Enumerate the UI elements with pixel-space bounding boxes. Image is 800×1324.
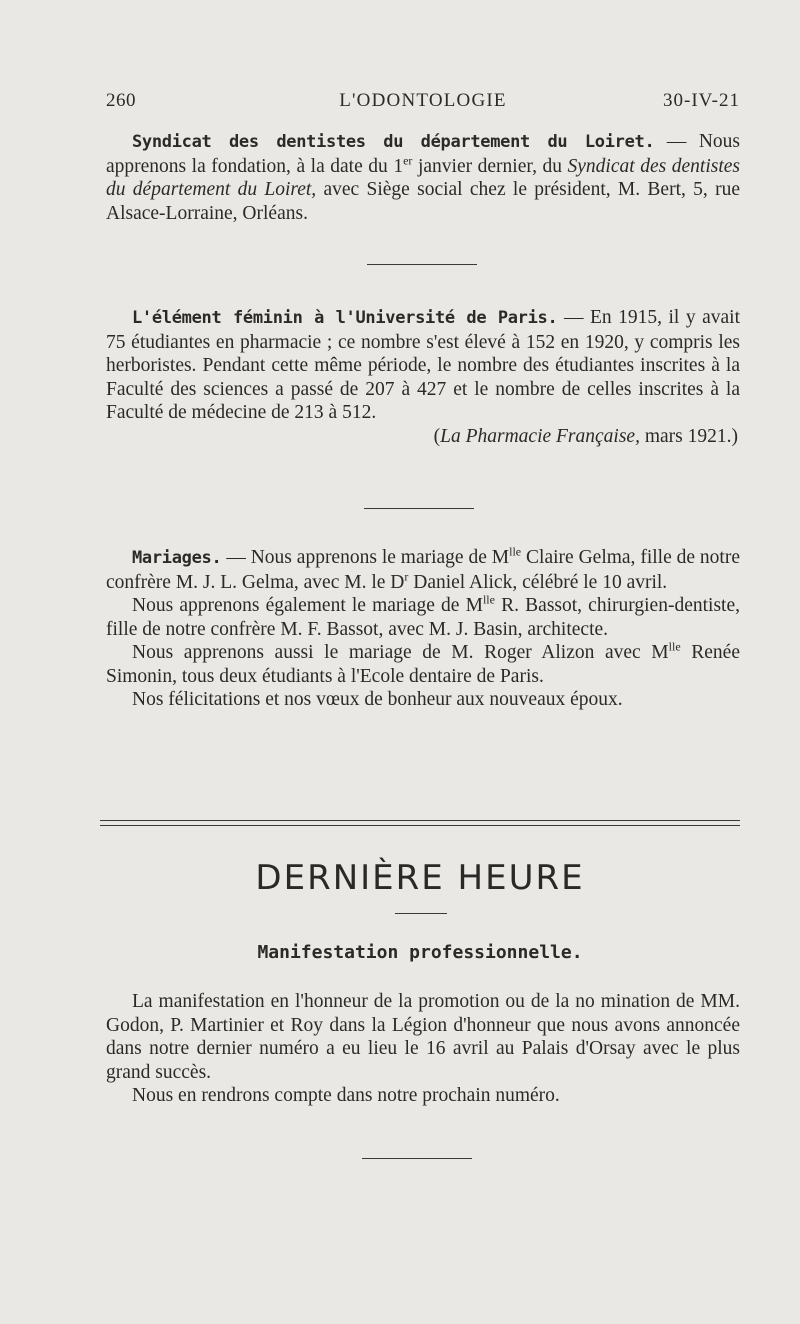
article-paragraph: La manifestation en l'honneur de la promotion ou de la no mination de MM. Godon, P. Martinier et Roy dans la Légion d'honneur que nous avons annoncée dans notre dernier numéro a eu lieu le 16 avril au Palais d'Orsay avec le plus grand succès. [106, 991, 740, 1083]
issue-date: 30-IV-21 [663, 90, 740, 111]
page-number: 260 [106, 90, 136, 111]
article-paragraph: Nos félicitations et nos vœux de bonheur aux nouveaux époux. [132, 689, 623, 710]
section-subtitle: Manifestation professionnelle. [257, 942, 583, 963]
section-title: DERNIÈRE HEURE [255, 858, 585, 898]
journal-title: L'ODONTOLOGIE [339, 90, 507, 111]
article-heading: L'élément féminin à l'Université de Paris. [132, 308, 558, 328]
title-underline [395, 913, 447, 914]
double-rule [100, 820, 740, 826]
article-derniere-heure [106, 990, 740, 1108]
article-paragraph: Mariages. — Nous apprenons le mariage de $M^{lle}$ Claire Gelma, fille de notre confrère M. J. L. Gelma, avec M. le $D^r$ Daniel Alick, célébré le 10 avril. [106, 544, 740, 593]
article-paragraph: Nous apprenons également le mariage de $M^{lle}$ R. Bassot, chirurgien-dentiste, fille de notre confrère M. F. Bassot, avec M. J. Basin, architecte. [106, 592, 740, 640]
separator-rule [367, 264, 477, 265]
separator-rule [362, 1158, 472, 1159]
article-element-feminin [106, 306, 740, 448]
article-paragraph: Nous apprenons aussi le mariage de M. Roger Alizon avec $M^{lle}$ Renée Simonin, tous deux étudiants à l'Ecole dentaire de Paris. [106, 639, 740, 687]
article-paragraph: Nous en rendrons compte dans notre prochain numéro. [132, 1085, 560, 1106]
separator-rule [364, 508, 474, 509]
article-mariages [106, 546, 740, 712]
running-header [106, 90, 740, 116]
article-heading: Mariages. [132, 548, 222, 568]
article-heading: Syndicat des dentistes du département du Loiret. [132, 132, 655, 152]
source-citation: (La Pharmacie Française, mars 1921.) [433, 425, 738, 447]
article-paragraph: Syndicat des dentistes du département du Loiret. — Nous apprenons la fondation, à la date du 1er janvier dernier, du Syndicat des dentistes du département du Loiret, avec Siège social chez le président, M. Bert, 5, rue Alsace-Lorraine, Orléans. [106, 131, 741, 224]
article-syndicat-loiret [106, 130, 740, 225]
article-paragraph: L'élément féminin à l'Université de Paris. — En 1915, il y avait 75 étudiantes en pharmacie ; ce nombre s'est élevé à 152 en 1920, y compris les herboristes. Pendant cette même période, le nombre des étudiantes inscrites à la Faculté des sciences a passé de 207 à 427 et le nombre de celles inscrites à la Faculté de médecine de 213 à 512. [106, 307, 740, 423]
